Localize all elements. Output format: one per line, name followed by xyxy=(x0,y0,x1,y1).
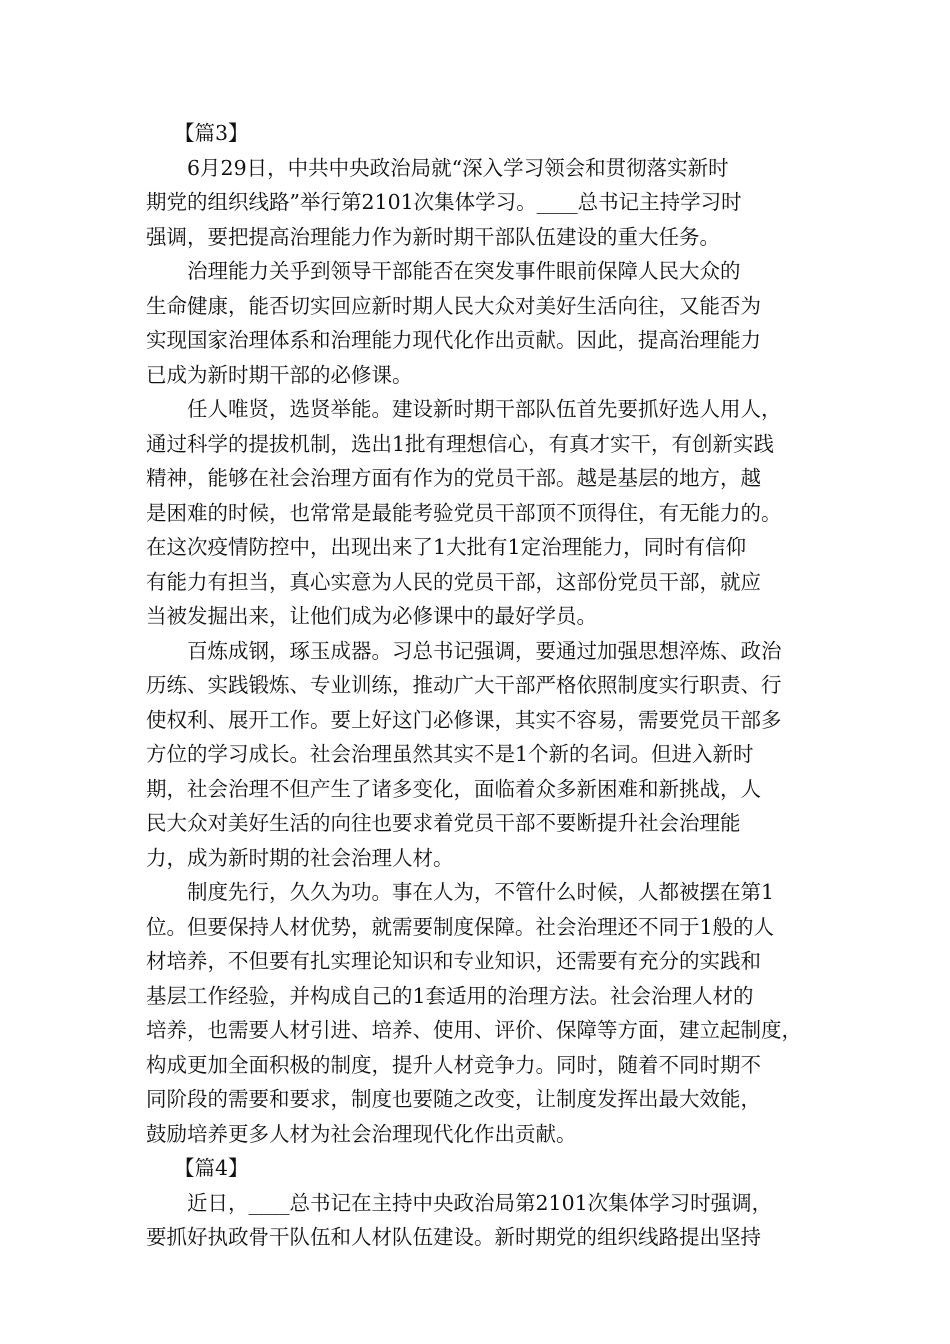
paragraph: 任人唯贤，选贤举能。建设新时期干部队伍首先要抓好选人用人， 通过科学的提拔机制，选出1批有理想信心，有真才实干，有创新实践 精神，能够在社会治理方面有作为的党员干部。越是基层的地方，越 是困难的时候，也常常是最能考验党员干部顶不顶得住，有无能力的。 在这次疫情防控中，出现出来了1大批有1定治理能力，同时有信仰 有能力有担当，真心实意为人民的党员干部，这部份党员干部，就应 当被发掘出来，让他们成为必修课中的最好学员。 xyxy=(146,397,782,628)
paragraph: 治理能力关乎到领导干部能否在突发事件眼前保障人民大众的 生命健康，能否切实回应新时期人民大众对美好生活向往，又能否为 实现国家治理体系和治理能力现代化作出贡献。因此，提高治理能力 已成为新时期干部的必修课。 xyxy=(146,259,761,387)
paragraph: 百炼成钢，琢玉成器。习总书记强调，要通过加强思想淬炼、政治 历练、实践锻炼、专业训练，推动广大干部严格依照制度实行职责、行 使权利、展开工作。要上好这门必修课，其实不容易，需要党员干部多 方位的学习成长。社会治理虽然其实不是1个新的名词。但进入新时 期，社会治理不但产生了诸多变化，面临着众多新困难和新挑战，人 民大众对美好生活的向往也要求着党员干部不要断提升社会治理能 力，成为新时期的社会治理人材。 xyxy=(146,638,782,870)
paragraph: 制度先行，久久为功。事在人为，不管什么时候，人都被摆在第1 位。但要保持人材优势，就需要制度保障。社会治理还不同于1般的人 材培养，不但要有扎实理论知识和专业知识，还需要有充分的实践和 基层工作经验，并构成自己的1套适用的治理方法。社会治理人材的 培养，也需要人材引进、培养、使用、评价、保障等方面，建立起制度， 构成更加全面积极的制度，提升人材竞争力。同时，随着不同时期不 同阶段的需要和要求，制度也要随之改变，让制度发挥出最大效能， 鼓励培养更多人材为社会治理现代化作出贡献。 xyxy=(146,880,802,1146)
paragraph: 近日，____总书记在主持中央政治局第2101次集体学习时强调， 要抓好执政骨干队伍和人材队伍建设。新时期党的组织线路提出坚持 xyxy=(146,1190,773,1249)
paragraph: 6月29日，中共中央政治局就“深入学习领会和贯彻落实新时 期党的组织线路”举行第2101次集体学习。____总书记主持学习时 强调，要把提高治理能力作为新时期干部队伍建设的重大任务。 xyxy=(146,155,742,249)
section-heading: 【篇4】 xyxy=(174,1156,249,1180)
document-body xyxy=(146,116,806,1255)
section-heading: 【篇3】 xyxy=(174,121,249,145)
